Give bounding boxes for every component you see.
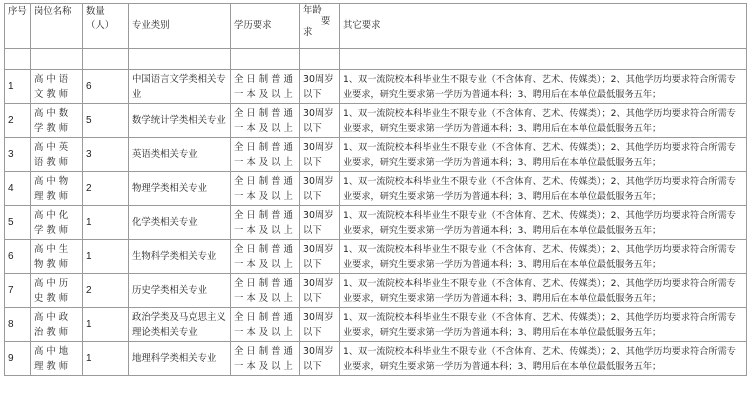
row-count-cell: 3 bbox=[83, 138, 129, 172]
row-major-cell: 历史学类相关专业 bbox=[129, 274, 231, 308]
table-row bbox=[5, 206, 747, 240]
row-major-cell: 化学类相关专业 bbox=[129, 206, 231, 240]
row-count-cell: 1 bbox=[83, 206, 129, 240]
row-other-cell: 1、双一流院校本科毕业生不限专业（不含体育、艺术、传媒类）；2、其他学历均要求符合所需专业要求，研究生要求第一学历为普通本科；3、聘用后在本单位最低服务五年； bbox=[340, 342, 747, 376]
blank-cell bbox=[83, 49, 129, 70]
row-seq-cell: 5 bbox=[5, 206, 31, 240]
row-count-cell: 2 bbox=[83, 274, 129, 308]
row-edu-cell: 全日制普通一本及以上 bbox=[231, 138, 300, 172]
row-other-cell: 1、双一流院校本科毕业生不限专业（不含体育、艺术、传媒类）；2、其他学历均要求符合所需专业要求，研究生要求第一学历为普通本科；3、聘用后在本单位最低服务五年； bbox=[340, 240, 747, 274]
row-major-cell: 地理科学类相关专业 bbox=[129, 342, 231, 376]
row-age-cell: 30周岁以下 bbox=[300, 274, 340, 308]
row-age-cell: 30周岁以下 bbox=[300, 240, 340, 274]
header-other: 其它要求 bbox=[340, 4, 747, 49]
row-count-cell: 1 bbox=[83, 240, 129, 274]
row-edu-cell: 全日制普通一本及以上 bbox=[231, 206, 300, 240]
row-seq-cell: 8 bbox=[5, 308, 31, 342]
row-position-cell: 高中数学教师 bbox=[31, 104, 83, 138]
row-age-cell: 30周岁以下 bbox=[300, 70, 340, 104]
header-age-line1: 年龄 bbox=[303, 5, 322, 16]
row-other-cell: 1、双一流院校本科毕业生不限专业（不含体育、艺术、传媒类）；2、其他学历均要求符合所需专业要求，研究生要求第一学历为普通本科；3、聘用后在本单位最低服务五年； bbox=[340, 172, 747, 206]
row-major-cell: 数学统计学类相关专业 bbox=[129, 104, 231, 138]
header-position: 岗位名称 bbox=[31, 4, 83, 49]
row-edu-cell: 全日制普通一本及以上 bbox=[231, 308, 300, 342]
blank-cell bbox=[31, 49, 83, 70]
blank-cell bbox=[300, 49, 340, 70]
blank-cell bbox=[231, 49, 300, 70]
row-edu-cell: 全日制普通一本及以上 bbox=[231, 104, 300, 138]
row-age-cell: 30周岁以下 bbox=[300, 308, 340, 342]
row-major-cell: 中国语言文学类相关专业 bbox=[129, 70, 231, 104]
header-count bbox=[83, 4, 129, 49]
row-edu-cell: 全日制普通一本及以上 bbox=[231, 274, 300, 308]
blank-cell bbox=[5, 49, 31, 70]
header-row bbox=[5, 4, 747, 49]
row-edu-cell: 全日制普通一本及以上 bbox=[231, 172, 300, 206]
row-count-cell: 1 bbox=[83, 308, 129, 342]
row-position-cell: 高中语文教师 bbox=[31, 70, 83, 104]
row-age-cell: 30周岁以下 bbox=[300, 138, 340, 172]
row-count-cell: 5 bbox=[83, 104, 129, 138]
row-count-cell: 6 bbox=[83, 70, 129, 104]
row-seq-cell: 9 bbox=[5, 342, 31, 376]
header-seq: 序号 bbox=[5, 4, 31, 49]
table-row bbox=[5, 138, 747, 172]
row-position-cell: 高中物理教师 bbox=[31, 172, 83, 206]
header-age bbox=[300, 4, 340, 49]
recruitment-table bbox=[4, 3, 747, 376]
blank-row bbox=[5, 49, 747, 70]
table-row bbox=[5, 308, 747, 342]
table-row bbox=[5, 70, 747, 104]
header-age-line3: 求 bbox=[303, 27, 313, 38]
blank-cell bbox=[340, 49, 747, 70]
row-position-cell: 高中地理教师 bbox=[31, 342, 83, 376]
row-seq-cell: 3 bbox=[5, 138, 31, 172]
row-seq-cell: 4 bbox=[5, 172, 31, 206]
row-major-cell: 英语类相关专业 bbox=[129, 138, 231, 172]
header-count-line2: （人） bbox=[86, 20, 115, 31]
header-count-line1: 数量 bbox=[86, 6, 105, 17]
row-major-cell: 生物科学类相关专业 bbox=[129, 240, 231, 274]
row-other-cell: 1、双一流院校本科毕业生不限专业（不含体育、艺术、传媒类）；2、其他学历均要求符合所需专业要求，研究生要求第一学历为普通本科；3、聘用后在本单位最低服务五年； bbox=[340, 206, 747, 240]
row-position-cell: 高中生物教师 bbox=[31, 240, 83, 274]
row-other-cell: 1、双一流院校本科毕业生不限专业（不含体育、艺术、传媒类）；2、其他学历均要求符合所需专业要求，研究生要求第一学历为普通本科；3、聘用后在本单位最低服务五年； bbox=[340, 104, 747, 138]
header-major: 专业类别 bbox=[129, 4, 231, 49]
row-count-cell: 1 bbox=[83, 342, 129, 376]
row-seq-cell: 1 bbox=[5, 70, 31, 104]
row-other-cell: 1、双一流院校本科毕业生不限专业（不含体育、艺术、传媒类）；2、其他学历均要求符合所需专业要求，研究生要求第一学历为普通本科；3、聘用后在本单位最低服务五年； bbox=[340, 70, 747, 104]
row-age-cell: 30周岁以下 bbox=[300, 342, 340, 376]
row-seq-cell: 7 bbox=[5, 274, 31, 308]
row-major-cell: 物理学类相关专业 bbox=[129, 172, 231, 206]
table-row bbox=[5, 240, 747, 274]
row-other-cell: 1、双一流院校本科毕业生不限专业（不含体育、艺术、传媒类）；2、其他学历均要求符合所需专业要求，研究生要求第一学历为普通本科；3、聘用后在本单位最低服务五年； bbox=[340, 274, 747, 308]
row-age-cell: 30周岁以下 bbox=[300, 172, 340, 206]
header-edu: 学历要求 bbox=[231, 4, 300, 49]
row-major-cell: 政治学类及马克思主义理论类相关专业 bbox=[129, 308, 231, 342]
row-edu-cell: 全日制普通一本及以上 bbox=[231, 240, 300, 274]
table-row bbox=[5, 274, 747, 308]
row-position-cell: 高中历史教师 bbox=[31, 274, 83, 308]
row-position-cell: 高中英语教师 bbox=[31, 138, 83, 172]
header-age-line2: 要 bbox=[321, 16, 331, 27]
table-row bbox=[5, 104, 747, 138]
row-edu-cell: 全日制普通一本及以上 bbox=[231, 70, 300, 104]
row-position-cell: 高中化学教师 bbox=[31, 206, 83, 240]
row-count-cell: 2 bbox=[83, 172, 129, 206]
table-row bbox=[5, 172, 747, 206]
row-age-cell: 30周岁以下 bbox=[300, 104, 340, 138]
row-other-cell: 1、双一流院校本科毕业生不限专业（不含体育、艺术、传媒类）；2、其他学历均要求符合所需专业要求，研究生要求第一学历为普通本科；3、聘用后在本单位最低服务五年； bbox=[340, 308, 747, 342]
blank-cell bbox=[129, 49, 231, 70]
row-position-cell: 高中政治教师 bbox=[31, 308, 83, 342]
row-edu-cell: 全日制普通一本及以上 bbox=[231, 342, 300, 376]
row-seq-cell: 2 bbox=[5, 104, 31, 138]
row-other-cell: 1、双一流院校本科毕业生不限专业（不含体育、艺术、传媒类）；2、其他学历均要求符合所需专业要求，研究生要求第一学历为普通本科；3、聘用后在本单位最低服务五年； bbox=[340, 138, 747, 172]
table-row bbox=[5, 342, 747, 376]
row-seq-cell: 6 bbox=[5, 240, 31, 274]
row-age-cell: 30周岁以下 bbox=[300, 206, 340, 240]
